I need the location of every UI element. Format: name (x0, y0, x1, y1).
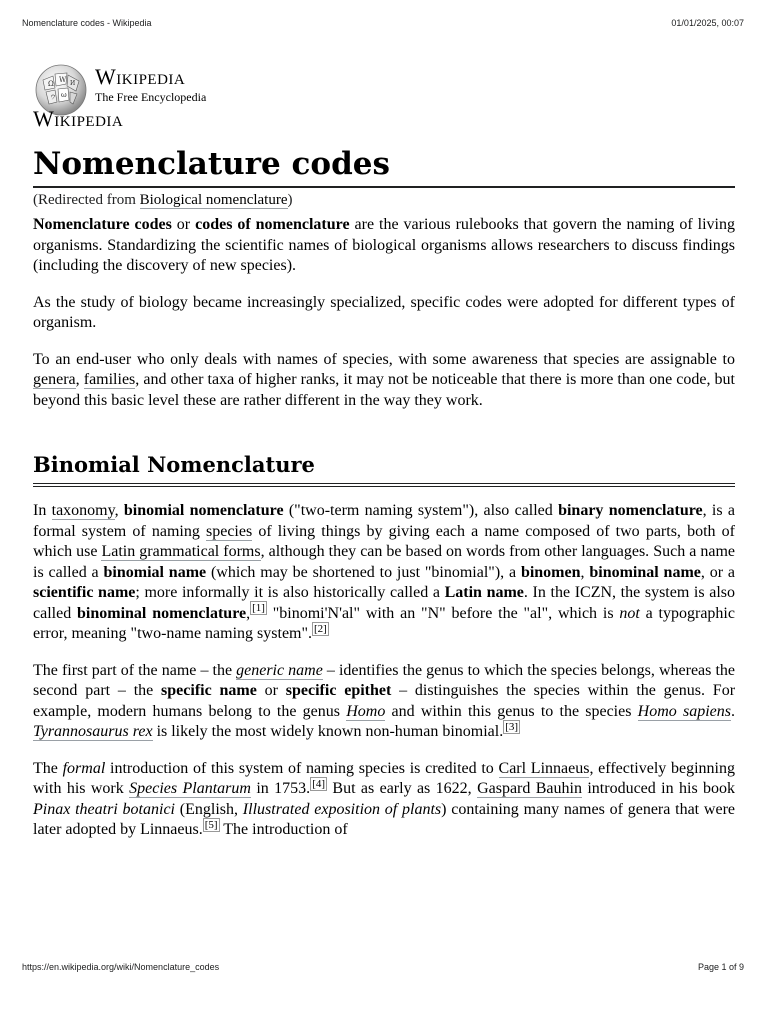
print-datetime: 01/01/2025, 00:07 (671, 18, 744, 28)
link-families[interactable]: families (83, 371, 136, 388)
print-url: https://en.wikipedia.org/wiki/Nomenclature_codes (22, 962, 220, 972)
svg-text:И: И (70, 80, 76, 87)
wordmark-group (95, 64, 206, 104)
tagline: The Free Encyclopedia (95, 90, 207, 104)
reference-3[interactable]: [3] (505, 720, 519, 733)
link-generic-name[interactable]: generic name (236, 661, 323, 679)
link-genera[interactable]: genera (33, 371, 76, 388)
link-gaspard-bauhin[interactable]: Gaspard Bauhin (477, 780, 582, 797)
link-species[interactable]: species (205, 522, 253, 540)
link-homo[interactable]: Homo (346, 702, 386, 720)
link-latin-grammatical-forms[interactable]: Latin grammatical forms (101, 543, 261, 560)
page-title: Nomenclature codes (33, 144, 735, 188)
svg-text:ω: ω (61, 91, 67, 99)
link-species-plantarum[interactable]: Species Plantarum (129, 780, 251, 797)
wordmark: Wikipedia (95, 64, 186, 89)
link-taxonomy[interactable]: taxonomy (51, 502, 115, 519)
paragraph-3: To an end-user who only deals with names of species, with some awareness that species are assignable to genera, families, and other taxa of higher ranks, it may not be noticeable that there is more than one code, but beyond this basic level these are rather different in the way they work. (33, 350, 735, 409)
section-heading-binomial: Binomial Nomenclature (33, 451, 735, 487)
wordmark-text: Wikipedia (33, 106, 124, 131)
link-tyrannosaurus-rex[interactable]: Tyrannosaurus rex (33, 723, 153, 740)
reference-4[interactable]: [4] (312, 777, 326, 790)
svg-text:Ω: Ω (48, 80, 54, 88)
paragraph-2: As the study of biology became increasingly specialized, specific codes were adopted for different types of organism. (33, 293, 735, 331)
link-carl-linnaeus[interactable]: Carl Linnaeus (498, 759, 590, 777)
article-content (33, 144, 735, 857)
reference-2[interactable]: [2] (314, 622, 327, 635)
paragraph-binomial-3: The formal introduction of this system of naming species is credited to Carl Linnaeus, effectively beginning with his work Species Plantarum in 1753. [4] But as early as 1622, Gaspard Bauhin introduced in his book Pinax theatri botanici (English, Illustrated exposition of plants) containing many names of genera that were later adopted by Linnaeus. [5] The introduction of (33, 759, 736, 838)
print-header (22, 18, 744, 28)
paragraph-binomial-2: The first part of the name – the generic name – identifies the genus to which the species belongs, whereas the second part – the specific name or specific epithet – distinguishes the species within the genus. For example, modern humans belong to the genus Homo and within this genus to the species Homo sapiens. Tyrannosaurus rex is likely the most widely known non-human binomial. [3] (33, 661, 736, 740)
paragraph-binomial-1: In taxonomy, binomial nomenclature ("two-term naming system"), also called binary nomenclature, is a formal system of naming species of living things by giving each a name composed of two parts, both of which use Latin grammatical forms, although they can be based on words from other languages. Such a name is called a binomial name (which may be shortened to just "binomial"), a binomen, binominal name, or a scientific name; more informally it is also historically called a Latin name. In the ICZN, the system is also called binominal nomenclature, [1] "binomi'N'al" with an "N" before the "al", which is not a typographic error, meaning "two-name naming system". [2] (33, 502, 736, 642)
paragraph-intro: Nomenclature codes or codes of nomenclature are the various rulebooks that govern the naming of living organisms. Standardizing the scientific names of biological organisms allows researchers to discuss findings (including the discovery of new species). (33, 216, 736, 274)
svg-text:ウ: ウ (50, 94, 57, 101)
redirect-note: (Redirected from Biological nomenclature) (33, 192, 293, 208)
print-footer (22, 962, 744, 972)
print-page-title: Nomenclature codes - Wikipedia (22, 18, 152, 28)
print-page-number: Page 1 of 9 (697, 962, 744, 972)
reference-5[interactable]: [5] (204, 818, 218, 831)
redirect-link[interactable]: Biological nomenclature (139, 192, 288, 208)
svg-text:W: W (59, 76, 67, 84)
link-homo-sapiens[interactable]: Homo sapiens (637, 702, 731, 720)
reference-1[interactable]: [1] (252, 602, 265, 615)
